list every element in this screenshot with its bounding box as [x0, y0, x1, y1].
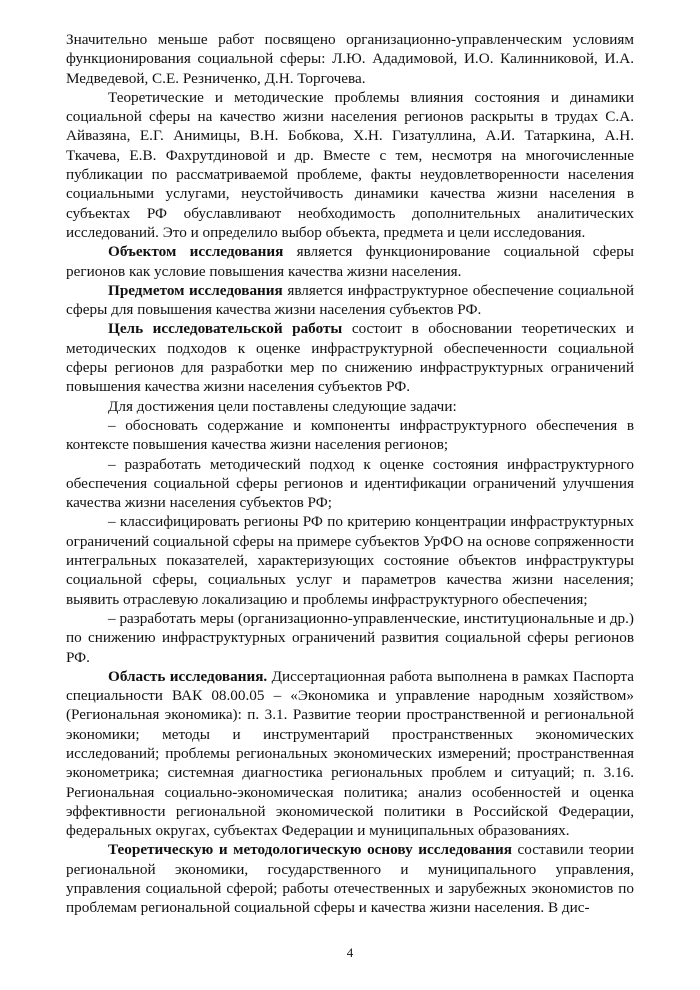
paragraph-research-goal	[66, 319, 634, 396]
research-object-text: является функционирование социальной сферы регионов как условие повышения качества жизни населения.	[66, 243, 634, 280]
theoretical-basis-text: составили теории региональной экономики, государственного и муниципального управления, управления социальной сферой; работы отечественных и зарубежных экономистов по проблемам региональной социальной сферы и качества жизни населения. В дис-	[66, 841, 634, 917]
paragraph-tasks-intro: Для достижения цели поставлены следующие задачи:	[108, 397, 457, 415]
paragraph-research-area	[66, 667, 634, 841]
paragraph-theoretical-basis	[66, 840, 634, 917]
research-area-text: Диссертационная работа выполнена в рамках Паспорта специальности ВАК 08.00.05 – «Экономика и управление народным хозяйством» (Региональная экономика): п. 3.1. Развитие теории пространственной и региональной экономики; методы и инструментарий пространственных экономических исследований; проблемы региональных экономических измерений; пространственная эконометрика; системная диагностика региональных проблем и ситуаций; п. 3.16. Региональная социально-экономическая политика; анализ особенностей и оценка эффективности региональной экономической политики в Российской Федерации, федеральных округах, субъектах Федерации и муниципальных образованиях.	[66, 667, 634, 840]
list-item-task-1: – обосновать содержание и компоненты инфраструктурного обеспечения в контексте повышения качества жизни населения регионов;	[66, 416, 634, 454]
paragraph-research-object	[66, 242, 634, 281]
list-item-task-2: – разработать методический подход к оценке состояния инфраструктурного обеспечения социальной сферы регионов и идентификации ограничений улучшения качества жизни населения субъектов РФ;	[66, 455, 634, 512]
paragraph-theoretical-problems: Теоретические и методические проблемы влияния состояния и динамики социальной сферы на качество жизни населения регионов раскрыты в трудах С.А. Айвазяна, Е.Г. Анимицы, В.Н. Бобкова, Х.Н. Гизатуллина, А.И. Татаркина, А.Н. Ткачева, Е.В. Фахрутдиновой и др. Вместе с тем, несмотря на многочисленные публикации по рассматриваемой проблеме, факты неудовлетворенности населения социальными услугами, неустойчивость динамики качества жизни населения в субъектах РФ обуславливают необходимость дополнительных аналитических исследований. Это и определило выбор объекта, предмета и цели исследования.	[66, 88, 634, 241]
research-area-term: Область исследования.	[108, 667, 268, 685]
research-goal-term: Цель исследовательской работы	[108, 320, 343, 338]
page-number: 4	[346, 945, 354, 960]
list-item-task-4: – разработать меры (организационно-управленческие, институциональные и др.) по снижению инфраструктурных ограничений развития социальной сферы регионов РФ.	[66, 609, 634, 666]
list-item-task-3: – классифицировать регионы РФ по критерию концентрации инфраструктурных ограничений социальной сферы на примере субъектов УрФО на основе сопряженности интегральных показателей, характеризующих состояние объектов инфраструктуры социальной сферы, социальных услуг и параметров качества жизни населения; выявить отраслевую локализацию и проблемы инфраструктурного обеспечения;	[66, 513, 634, 608]
research-object-term: Объектом исследования	[108, 243, 284, 261]
research-subject-text: является инфраструктурное обеспечение социальной сферы для повышения качества жизни населения субъектов РФ.	[66, 281, 634, 319]
research-goal-text: состоит в обосновании теоретических и методических подходов к оценке инфраструктурной обеспеченности социальной сферы регионов для разработки мер по снижению инфраструктурных ограничений повышения качества жизни населения субъектов РФ.	[66, 320, 634, 396]
paragraph-research-subject	[66, 281, 634, 320]
paragraph-authors-organizational: Значительно меньше работ посвящено организационно-управленческим условиям функционирования социальной сферы: Л.Ю. Ададимовой, И.О. Калинниковой, И.А. Медведевой, С.Е. Резниченко, Д.Н. Торгочева.	[66, 31, 634, 87]
research-subject-term: Предметом исследования	[108, 281, 283, 299]
theoretical-basis-term: Теоретическую и методологическую основу исследования	[108, 841, 512, 859]
